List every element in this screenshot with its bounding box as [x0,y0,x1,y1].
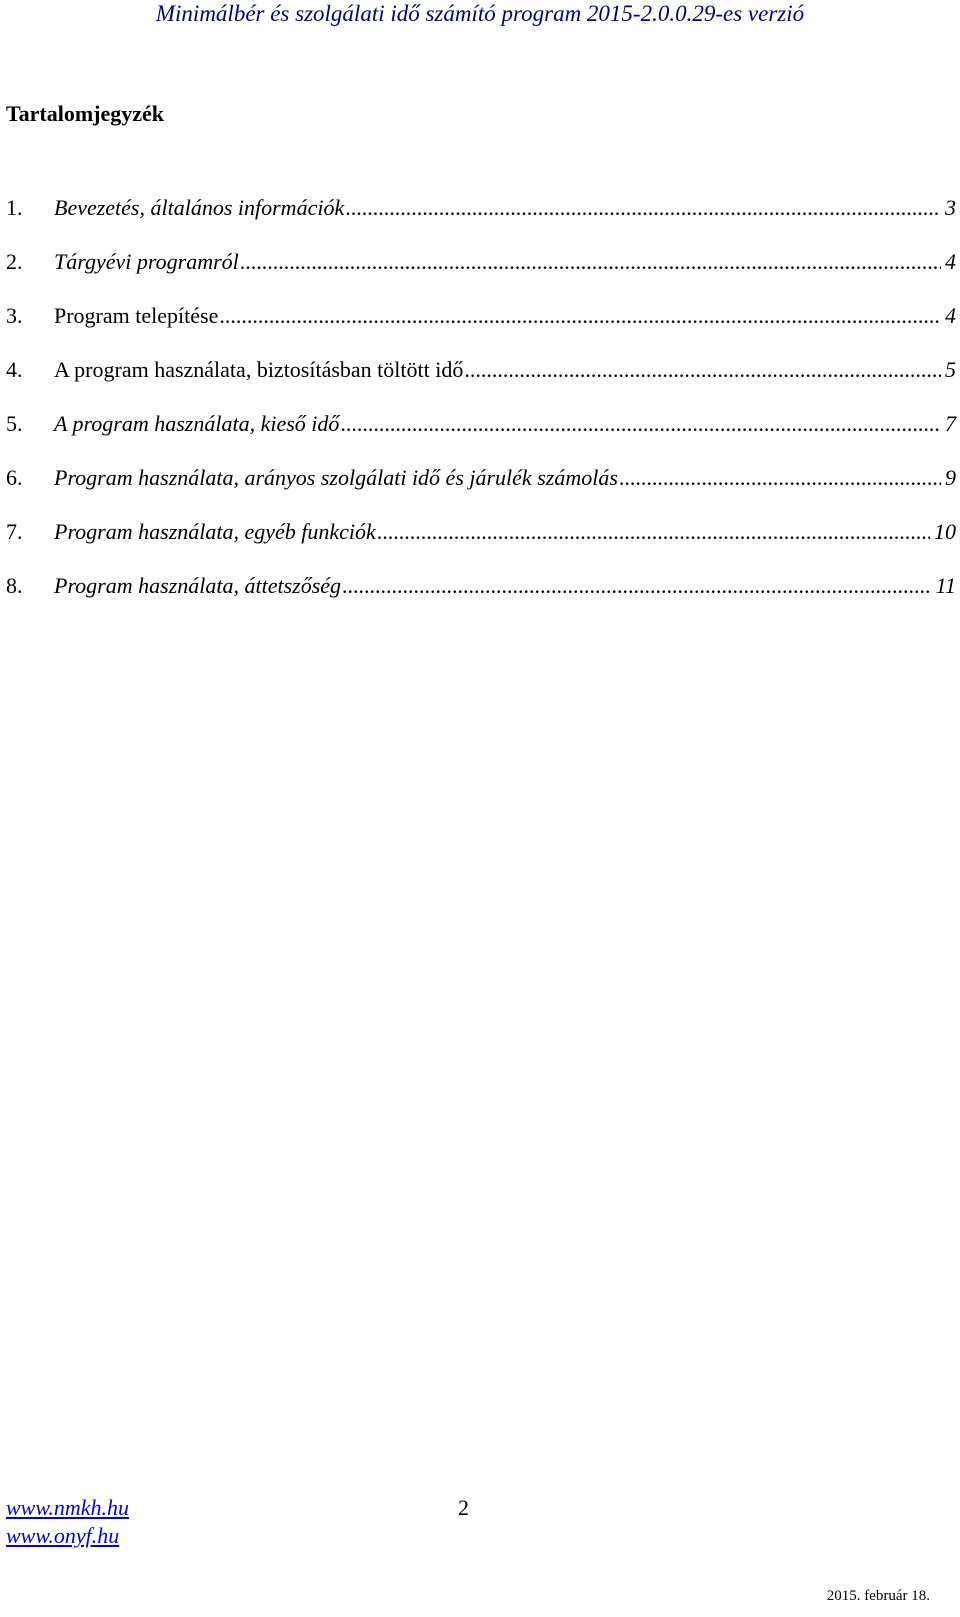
toc-entry-number: 4. [6,357,23,382]
toc-entry-number: 3. [6,303,23,328]
toc-dot-leader [342,572,932,600]
toc-entry-1[interactable] [6,194,956,248]
toc-entry-number: 2. [6,249,23,274]
toc-entry-title: A program használata, biztosításban töltött idő [54,357,464,382]
footer-date: 2015. február 18. [826,1588,930,1604]
toc-entry-number: 8. [6,573,23,598]
toc-heading: Tartalomjegyzék [6,101,165,126]
toc-dot-leader [345,194,941,222]
page-number: 2 [458,1495,469,1520]
toc-entry-page: 4 [945,249,956,274]
document-header: Minimálbér és szolgálati idő számító program 2015-2.0.0.29-es verzió [155,1,805,26]
toc-dot-leader [619,464,941,492]
toc-entry-page: 4 [945,303,956,328]
toc-entry-8[interactable] [6,572,956,626]
toc-entry-number: 5. [6,411,23,436]
toc-entry-page: 5 [945,357,956,382]
toc-dot-leader [240,248,941,276]
toc-entry-5[interactable] [6,410,956,464]
onyf-link[interactable]: www.onyf.hu [6,1523,120,1548]
toc-dot-leader [464,356,941,384]
toc-dot-leader [219,302,941,330]
toc-entry-title: A program használata, kieső idő [54,411,340,436]
toc-entry-title: Program használata, egyéb funkciók [54,519,376,544]
toc-entry-2[interactable] [6,248,956,302]
toc-entry-7[interactable] [6,518,956,572]
toc-entry-number: 6. [6,465,23,490]
toc-entry-3[interactable] [6,302,956,356]
toc-entry-title: Bevezetés, általános információk [54,195,345,220]
toc-dot-leader [377,518,930,546]
toc-entry-4[interactable] [6,356,956,410]
toc-entry-page: 10 [934,519,956,544]
toc-entry-page: 7 [945,411,956,436]
toc-entry-title: Program telepítése [54,303,219,328]
nmkh-link[interactable]: www.nmkh.hu [6,1495,130,1520]
toc-entry-page: 9 [945,465,956,490]
table-of-contents [6,194,956,626]
footer-links [6,1494,129,1550]
toc-entry-6[interactable] [6,464,956,518]
toc-dot-leader [340,410,941,438]
toc-entry-page: 3 [945,195,956,220]
toc-entry-page: 11 [935,573,956,598]
toc-entry-title: Tárgyévi programról [54,249,239,274]
toc-entry-title: Program használata, áttetszőség [54,573,342,598]
toc-entry-title: Program használata, arányos szolgálati idő és járulék számolás [54,465,618,490]
toc-entry-number: 1. [6,195,23,220]
toc-entry-number: 7. [6,519,23,544]
